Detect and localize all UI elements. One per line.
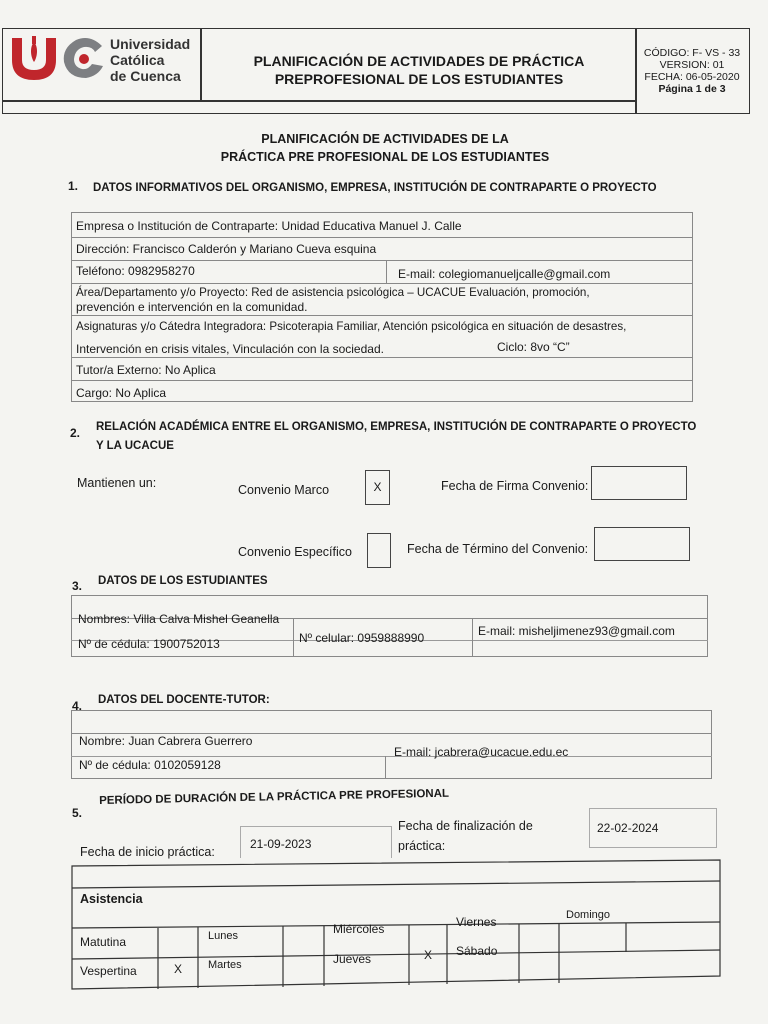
section1-title: DATOS INFORMATIVOS DEL ORGANISMO, EMPRESA, INSTITUCIÓN DE CONTRAPARTE O PROYECTO (93, 182, 657, 194)
tutor-externo-field: Tutor/a Externo: No Aplica (76, 363, 216, 377)
telefono-field: Teléfono: 0982958270 (76, 264, 195, 278)
section5-number: 5. (72, 806, 83, 820)
section2-number: 2. (70, 426, 81, 440)
lunes-label: Lunes (208, 930, 238, 942)
viernes-label: Viernes (456, 915, 497, 929)
convenio-especifico-label: Convenio Específico (238, 545, 352, 559)
doc-title-line2: PRÁCTICA PRE PROFESIONAL DE LOS ESTUDIANTES (220, 150, 550, 164)
header-title-line1: PLANIFICACIÓN DE ACTIVIDADES DE PRÁCTICA (253, 53, 585, 69)
fecha-firma-label: Fecha de Firma Convenio: (441, 479, 589, 493)
estudiante-celular: Nº celular: 0959888990 (299, 631, 425, 645)
jueves-label: Jueves (333, 952, 372, 966)
convenio-marco-label: Convenio Marco (238, 483, 330, 497)
asistencia-title: Asistencia (80, 892, 143, 906)
section4-title: DATOS DEL DOCENTE-TUTOR: (98, 694, 270, 706)
vespertina-label: Vespertina (80, 964, 137, 978)
logo-text-line2: Católica (110, 52, 165, 68)
estudiante-email: E-mail: misheljimenez93@gmail.com (478, 624, 675, 638)
section3-number: 3. (72, 579, 83, 593)
section5-title: PERÍODO DE DURACIÓN DE LA PRÁCTICA PRE PROFESIONAL (99, 787, 450, 807)
tutor-nombre: Nombre: Juan Cabrera Guerrero (79, 734, 253, 748)
direccion-field: Dirección: Francisco Calderón y Mariano Cueva esquina (76, 242, 377, 256)
estudiante-nombres: Nombres: Villa Calva Mishel Geanella (78, 612, 280, 626)
logo-text-line1: Universidad (110, 36, 191, 52)
logo-text-line3: de Cuenca (110, 68, 181, 84)
mantienen-label: Mantienen un: (77, 476, 157, 490)
tutor-email: E-mail: jcabrera@ucacue.edu.ec (394, 745, 569, 759)
doc-code: CÓDIGO: F- VS - 33 (643, 47, 741, 59)
fecha-inicio-value: 21-09-2023 (250, 837, 312, 851)
cargo-field: Cargo: No Aplica (76, 386, 167, 400)
fecha-fin-label-line1: Fecha de finalización de (398, 819, 533, 833)
estudiante-cedula: Nº de cédula: 1900752013 (78, 637, 220, 651)
miercoles-label: Miércoles (333, 922, 385, 936)
section4-number: 4. (72, 699, 83, 713)
matutina-label: Matutina (80, 935, 127, 949)
doc-title-line1: PLANIFICACIÓN DE ACTIVIDADES DE LA (261, 132, 509, 146)
convenio-marco-mark: X (373, 480, 382, 494)
vespertina-mark[interactable]: X (174, 962, 183, 976)
fecha-fin-value: 22-02-2024 (597, 821, 659, 835)
doc-date: FECHA: 06-05-2020 (644, 71, 740, 83)
sabado-label: Sábado (456, 944, 498, 958)
empresa-email-field: E-mail: colegiomanueljcalle@gmail.com (398, 267, 611, 281)
asignaturas-field-line1: Asignaturas y/o Cátedra Integradora: Psicoterapia Familiar, Atención psicológica en situación de desastres, (76, 320, 627, 333)
jueves-mark[interactable]: X (424, 948, 433, 962)
doc-version: VERSION: 01 (659, 59, 725, 71)
section2-title-line1: RELACIÓN ACADÉMICA ENTRE EL ORGANISMO, EMPRESA, INSTITUCIÓN DE CONTRAPARTE O PROYECTO (96, 421, 697, 433)
fecha-inicio-label: Fecha de inicio práctica: (80, 845, 215, 859)
ciclo-field: Ciclo: 8vo “C” (497, 340, 570, 354)
section2-title-line2: Y LA UCACUE (96, 440, 174, 452)
section3-title: DATOS DE LOS ESTUDIANTES (98, 575, 268, 587)
section1-number: 1. (68, 179, 79, 193)
empresa-field: Empresa o Institución de Contraparte: Unidad Educativa Manuel J. Calle (76, 219, 462, 233)
martes-label: Martes (208, 959, 242, 971)
area-field-line1: Área/Departamento y/o Proyecto: Red de asistencia psicológica – UCACUE Evaluación, promoción, (76, 286, 590, 299)
area-field-line2: prevención e intervención en la comunidad. (76, 300, 308, 314)
header-title-line2: PREPROFESIONAL DE LOS ESTUDIANTES (274, 71, 564, 87)
fecha-termino-label: Fecha de Término del Convenio: (407, 542, 589, 556)
doc-page: Página 1 de 3 (658, 83, 726, 95)
fecha-fin-label-line2: práctica: (398, 839, 446, 853)
tutor-cedula: Nº de cédula: 0102059128 (79, 758, 221, 772)
asignaturas-field-line2: Intervención en crisis vitales, Vinculación con la sociedad. (76, 342, 384, 356)
domingo-label: Domingo (566, 909, 611, 921)
